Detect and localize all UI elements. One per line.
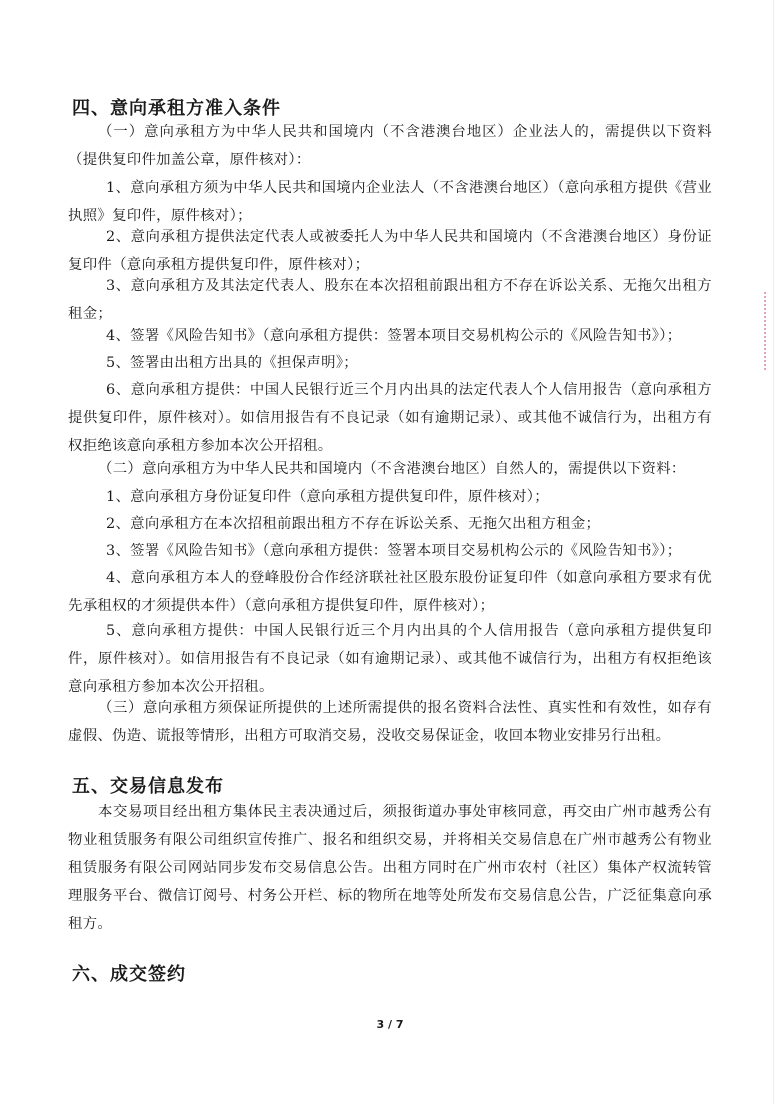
section-4-sub-item-5: 5、意向承租方提供：中国人民银行近三个月内出具的个人信用报告（意向承租方提供复印件，原件核对）。如信用报告有不良记录（如有逾期记录）、或其他不诚信行为，出租方有权拒绝该意向承租方参加本次公开招租。 — [68, 623, 712, 695]
section-4-item-4: 4、签署《风险告知书》（意向承租方提供：签署本项目交易机构公示的《风险告知书》）； — [106, 328, 682, 344]
page-number: 3 / 7 — [376, 1018, 404, 1031]
section-4-item-3: 3、意向承租方及其法定代表人、股东在本次招租前跟出租方不存在诉讼关系、无拖欠出租方租金； — [68, 278, 712, 322]
section-4-item-1: 1、意向承租方须为中华人民共和国境内企业法人（不含港澳台地区）（意向承租方提供《营业执照》复印件，原件核对）； — [68, 180, 712, 224]
section-5-heading: 五、交易信息发布 — [72, 776, 224, 797]
section-4-item-2: 2、意向承租方提供法定代表人或被委托人为中华人民共和国境内（不含港澳台地区）身份证复印件（意向承租方提供复印件，原件核对）； — [68, 229, 712, 273]
section-4-sub-item-2: 2、意向承租方在本次招租前跟出租方不存在诉讼关系、无拖欠出租方租金； — [106, 516, 601, 532]
section-4-para-3: （三）意向承租方须保证所提供的上述所需提供的报名资料合法性、真实性和有效性，如存有虚假、伪造、谎报等情形，出租方可取消交易，没收交易保证金，收回本物业安排另行出租。 — [68, 700, 712, 744]
section-4-sub-item-4: 4、意向承租方本人的登峰股份合作经济联社社区股东股份证复印件（如意向承租方要求有优先承租权的才须提供本件）（意向承租方提供复印件，原件核对）； — [68, 570, 712, 614]
section-4-sub-item-1: 1、意向承租方身份证复印件（意向承租方提供复印件，原件核对）； — [106, 489, 549, 505]
section-4-sub-item-3: 3、签署《风险告知书》（意向承租方提供：签署本项目交易机构公示的《风险告知书》）； — [106, 543, 682, 559]
section-4-para-1: （一）意向承租方为中华人民共和国境内（不含港澳台地区）企业法人的，需提供以下资料（提供复印件加盖公章，原件核对）： — [68, 124, 712, 168]
section-4-heading: 四、意向承租方准入条件 — [72, 98, 281, 119]
page-edge-shadow — [773, 0, 774, 1104]
section-4-para-2: （二）意向承租方为中华人民共和国境内（不含港澳台地区）自然人的，需提供以下资料： — [98, 461, 686, 477]
section-4-item-6: 6、意向承租方提供：中国人民银行近三个月内出具的法定代表人个人信用报告（意向承租方提供复印件，原件核对）。如信用报告有不良记录（如有逾期记录）、或其他不诚信行为，出租方有权拒绝该意向承租方参加本次公开招租。 — [68, 382, 712, 454]
margin-stamp-mark — [764, 292, 770, 370]
section-4-item-5: 5、签署由出租方出具的《担保声明》； — [106, 355, 358, 371]
section-5-para-1: 本交易项目经出租方集体民主表决通过后，须报街道办事处审核同意，再交由广州市越秀公有物业租赁服务有限公司组织宣传推广、报名和组织交易，并将相关交易信息在广州市越秀公有物业租赁服务有限公司网站同步发布交易信息公告。出租方同时在广州市农村（社区）集体产权流转管理服务平台、微信订阅号、村务公开栏、标的物所在地等处所发布交易信息公告，广泛征集意向承租方。 — [68, 804, 712, 932]
section-6-heading: 六、成交签约 — [72, 964, 186, 985]
